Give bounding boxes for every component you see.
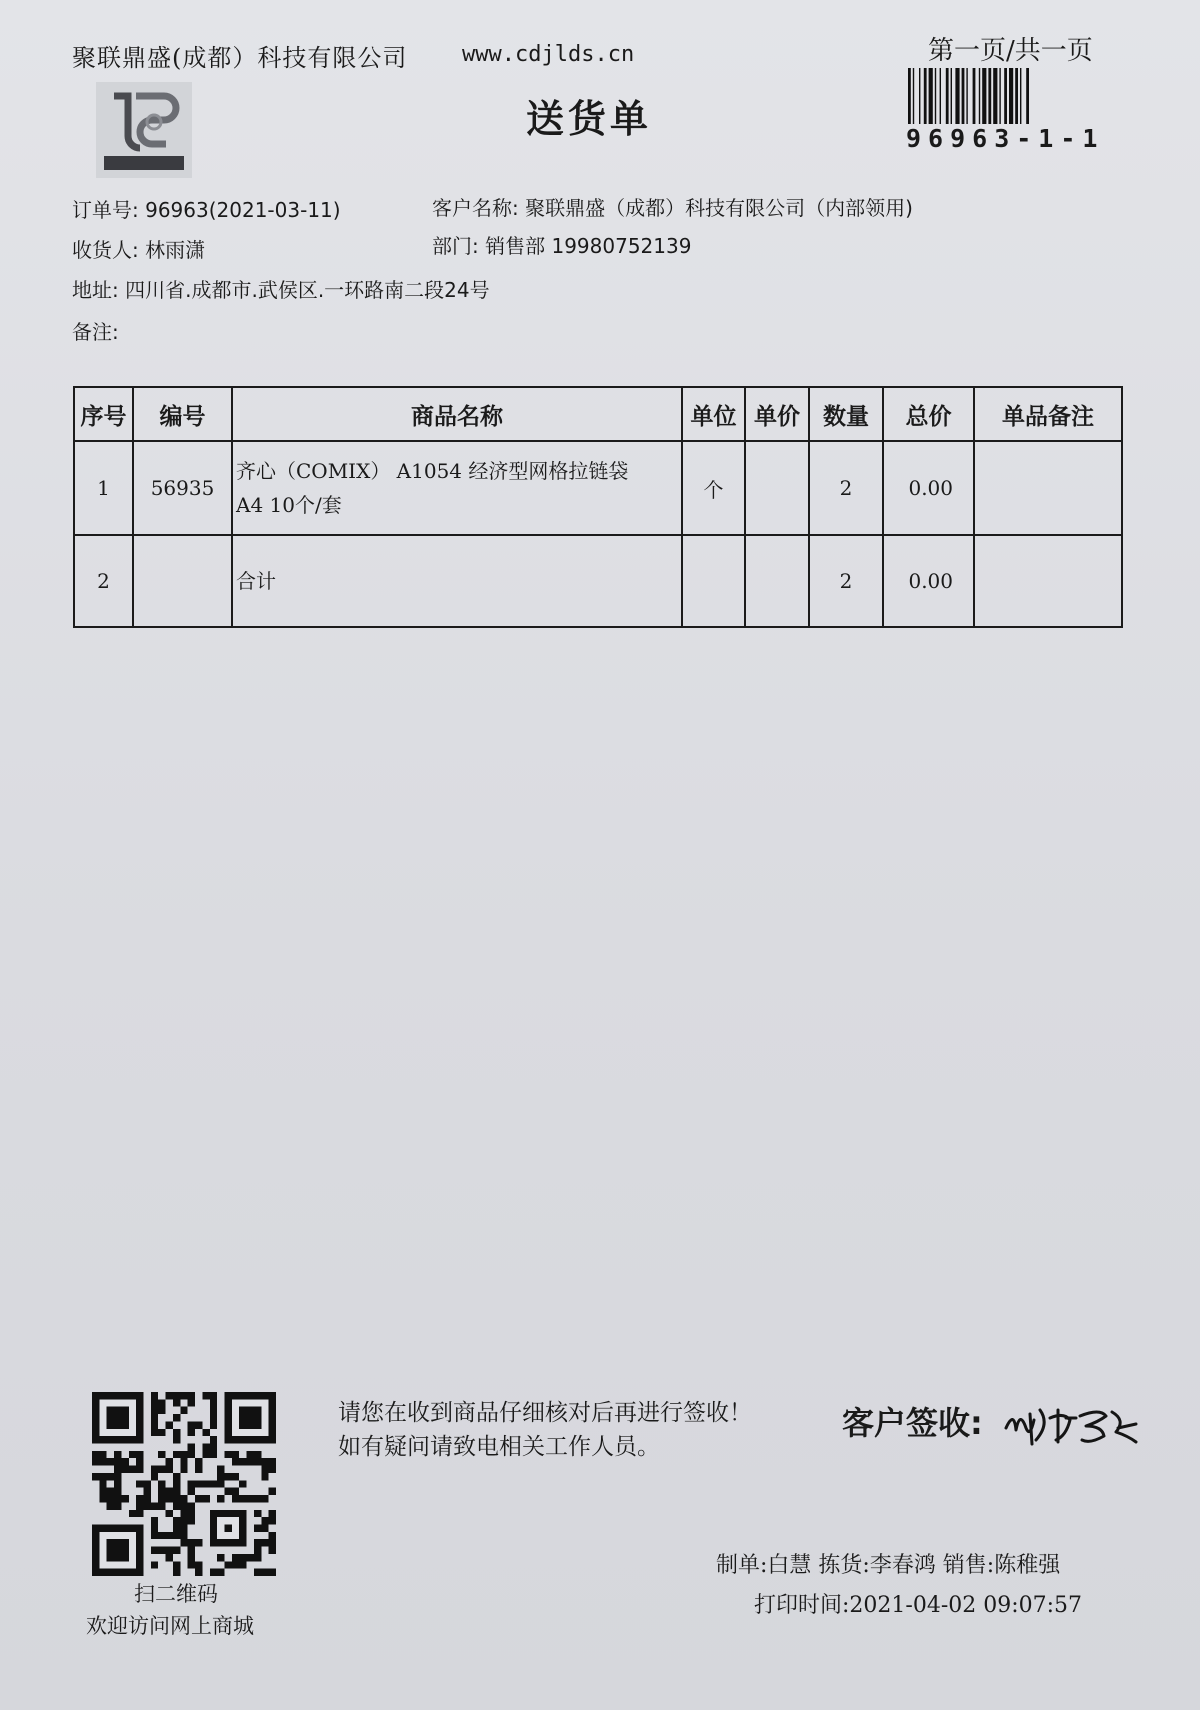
dept-label: 部门: — [432, 234, 479, 258]
header-item-note: 单品备注 — [974, 387, 1122, 441]
barcode — [906, 68, 1116, 124]
table-header-row — [74, 387, 1122, 441]
customer-signature — [1000, 1388, 1150, 1458]
cell-unit-price — [745, 535, 809, 627]
address — [72, 274, 490, 303]
order-value: 96963(2021-03-11) — [145, 198, 341, 222]
page-indicator: 第一页/共一页 — [928, 36, 1093, 66]
cell-unit: 个 — [682, 441, 745, 535]
remark — [72, 316, 119, 345]
receipt-notice: 请您在收到商品仔细核对后再进行签收！如有疑问请致电相关工作人员。 — [338, 1400, 752, 1460]
header-unit-price: 单价 — [745, 387, 809, 441]
table-row — [74, 441, 1122, 535]
cell-total: 0.00 — [883, 535, 974, 627]
header-unit: 单位 — [682, 387, 745, 441]
cell-item-note — [974, 441, 1122, 535]
cell-code — [133, 535, 232, 627]
cell-seq: 2 — [74, 535, 133, 627]
qr-code — [92, 1392, 276, 1576]
cell-quantity: 2 — [809, 441, 883, 535]
customer-sign-label: 客户签收: — [842, 1404, 983, 1442]
department — [432, 230, 691, 259]
order-label: 订单号: — [72, 198, 139, 222]
remark-label: 备注: — [72, 320, 119, 344]
dept-value: 销售部 19980752139 — [485, 234, 692, 258]
header-seq: 序号 — [74, 387, 133, 441]
cell-product-name — [232, 535, 682, 627]
company-website: www.cdjlds.cn — [462, 42, 635, 67]
customer-label: 客户名称: — [432, 196, 519, 220]
barcode-number: 96963-1-1 — [906, 124, 1105, 153]
header-quantity: 数量 — [809, 387, 883, 441]
order-number — [72, 194, 341, 223]
receiver — [72, 234, 205, 263]
print-time: 打印时间:2021-04-02 09:07:57 — [754, 1593, 1083, 1618]
header-product-name: 商品名称 — [232, 387, 682, 441]
header-code: 编号 — [133, 387, 232, 441]
receiver-label: 收货人: — [72, 238, 139, 262]
address-label: 地址: — [72, 278, 119, 302]
cell-product-name — [232, 441, 682, 535]
items-table — [73, 386, 1123, 628]
product-name-line2: A4 10个/套 — [236, 493, 342, 517]
document-title: 送货单 — [526, 97, 653, 141]
receiver-value: 林雨潇 — [145, 238, 206, 262]
table-row — [74, 535, 1122, 627]
company-name: 聚联鼎盛(成都）科技有限公司 — [72, 44, 408, 72]
cell-total: 0.00 — [883, 441, 974, 535]
address-value: 四川省.成都市.武侯区.一环路南二段24号 — [125, 278, 490, 302]
header-total: 总价 — [883, 387, 974, 441]
customer-value: 聚联鼎盛（成都）科技有限公司（内部领用) — [525, 196, 913, 220]
cell-code: 56935 — [133, 441, 232, 535]
cell-unit-price — [745, 441, 809, 535]
qr-caption-visit: 欢迎访问网上商城 — [86, 1614, 254, 1638]
product-name-line1: 合计 — [236, 569, 276, 593]
product-name-line1: 齐心（COMIX） A1054 经济型网格拉链袋 — [236, 459, 629, 483]
cell-seq: 1 — [74, 441, 133, 535]
staff-info: 制单:白慧 拣货:李春鸿 销售:陈稚强 — [716, 1553, 1061, 1578]
cell-unit — [682, 535, 745, 627]
customer-name — [432, 192, 913, 221]
company-logo — [96, 82, 192, 178]
cell-quantity: 2 — [809, 535, 883, 627]
qr-caption-scan: 扫二维码 — [134, 1582, 218, 1606]
cell-item-note — [974, 535, 1122, 627]
